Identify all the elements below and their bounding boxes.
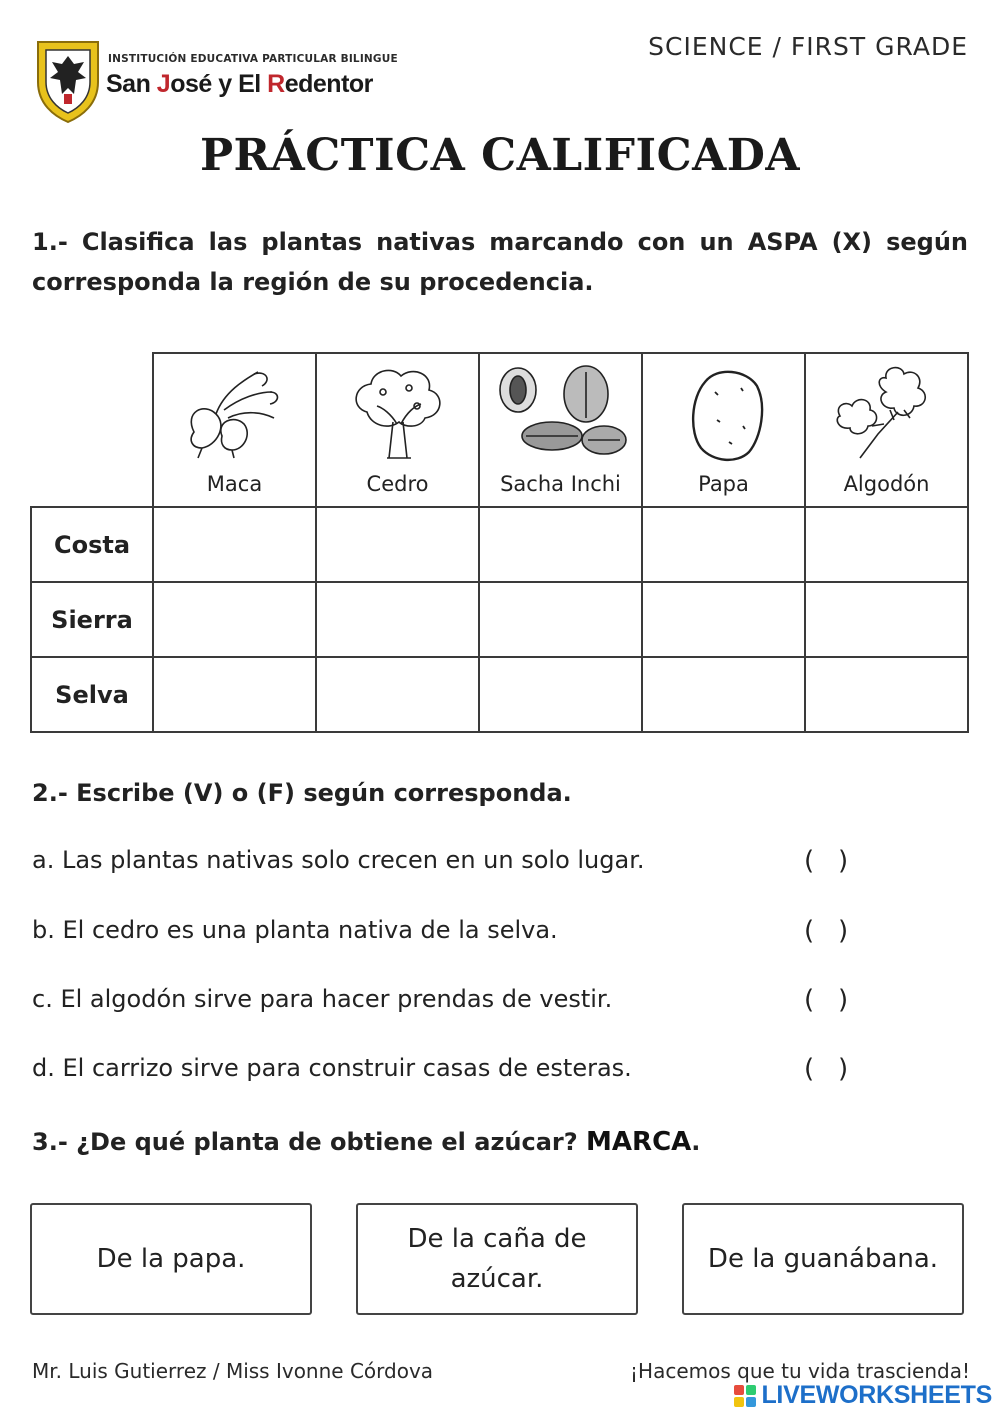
liveworksheets-text: LIVEWORKSHEETS [761, 1381, 992, 1409]
question-1-text: 1.- Clasifica las plantas nativas marcando con un ASPA (X) según corresponda la región de su procedencia. [32, 228, 968, 296]
school-crest-logo [34, 38, 102, 124]
answer-cell[interactable] [316, 582, 479, 657]
tf-item-b [32, 916, 892, 944]
answer-cell[interactable] [153, 657, 316, 732]
cedro-tree-icon [317, 362, 478, 462]
option-guanabana[interactable]: De la guanábana. [682, 1203, 964, 1315]
question-2-text: 2.- Escribe (V) o (F) según corresponda. [32, 779, 572, 807]
sacha-inchi-seed-icon [480, 362, 641, 462]
tf-item-d [32, 1054, 892, 1082]
tf-answer-blank[interactable]: ( ) [804, 985, 851, 1015]
tf-statement: a. Las plantas nativas solo crecen en un solo lugar. [32, 846, 645, 874]
liveworksheets-logo-icon [733, 1383, 757, 1409]
school-type-label: INSTITUCIÓN EDUCATIVA PARTICULAR BILINGUE [108, 53, 398, 65]
table-row [31, 657, 968, 732]
tf-statement: b. El cedro es una planta nativa de la selva. [32, 916, 558, 944]
answer-cell[interactable] [153, 582, 316, 657]
tf-item-a [32, 846, 892, 874]
tf-answer-blank[interactable]: ( ) [804, 916, 851, 946]
answer-cell[interactable] [642, 657, 805, 732]
table-header-row [31, 353, 968, 507]
answer-cell[interactable] [642, 507, 805, 582]
tf-statement: d. El carrizo sirve para construir casas de esteras. [32, 1054, 632, 1082]
classification-table [30, 352, 969, 733]
question-3-text: 3.- ¿De qué planta de obtiene el azúcar? MARCA. [32, 1127, 701, 1157]
answer-cell[interactable] [316, 507, 479, 582]
grade-label: SCIENCE / FIRST GRADE [648, 32, 968, 61]
table-corner [31, 353, 153, 507]
tf-answer-blank[interactable]: ( ) [804, 1054, 851, 1084]
plant-header-papa [642, 353, 805, 507]
plant-name-maca: Maca [206, 472, 263, 496]
plant-name-sacha-inchi: Sacha Inchi [500, 472, 621, 496]
school-motto: ¡Hacemos que tu vida trascienda! [630, 1359, 970, 1383]
cotton-icon [806, 362, 967, 462]
answer-cell[interactable] [805, 582, 968, 657]
liveworksheets-brand[interactable] [733, 1381, 992, 1410]
page-title: PRÁCTICA CALIFICADA [199, 130, 801, 181]
marca-label: MARCA [586, 1127, 692, 1157]
region-selva: Selva [31, 657, 153, 732]
option-cana-de-azucar[interactable]: De la caña de azúcar. [356, 1203, 638, 1315]
plant-name-papa: Papa [698, 472, 749, 496]
plant-name-cedro: Cedro [366, 472, 429, 496]
answer-cell[interactable] [805, 657, 968, 732]
maca-icon [154, 362, 315, 462]
teachers-credit: Mr. Luis Gutierrez / Miss Ivonne Córdova [32, 1359, 434, 1383]
answer-cell[interactable] [479, 657, 642, 732]
tf-answer-blank[interactable]: ( ) [804, 846, 851, 876]
option-papa[interactable]: De la papa. [30, 1203, 312, 1315]
school-name: San José y El Redentor [106, 70, 373, 98]
region-costa: Costa [31, 507, 153, 582]
plant-name-algodon: Algodón [843, 472, 930, 496]
plant-header-algodon [805, 353, 968, 507]
plant-header-sacha-inchi [479, 353, 642, 507]
region-sierra: Sierra [31, 582, 153, 657]
table-row [31, 507, 968, 582]
answer-cell[interactable] [642, 582, 805, 657]
answer-cell[interactable] [479, 582, 642, 657]
answer-cell[interactable] [153, 507, 316, 582]
answer-cell[interactable] [805, 507, 968, 582]
table-row [31, 582, 968, 657]
plant-header-cedro [316, 353, 479, 507]
tf-item-c [32, 985, 892, 1013]
potato-icon [643, 362, 804, 462]
tf-statement: c. El algodón sirve para hacer prendas de vestir. [32, 985, 613, 1013]
answer-cell[interactable] [316, 657, 479, 732]
answer-cell[interactable] [479, 507, 642, 582]
plant-header-maca [153, 353, 316, 507]
